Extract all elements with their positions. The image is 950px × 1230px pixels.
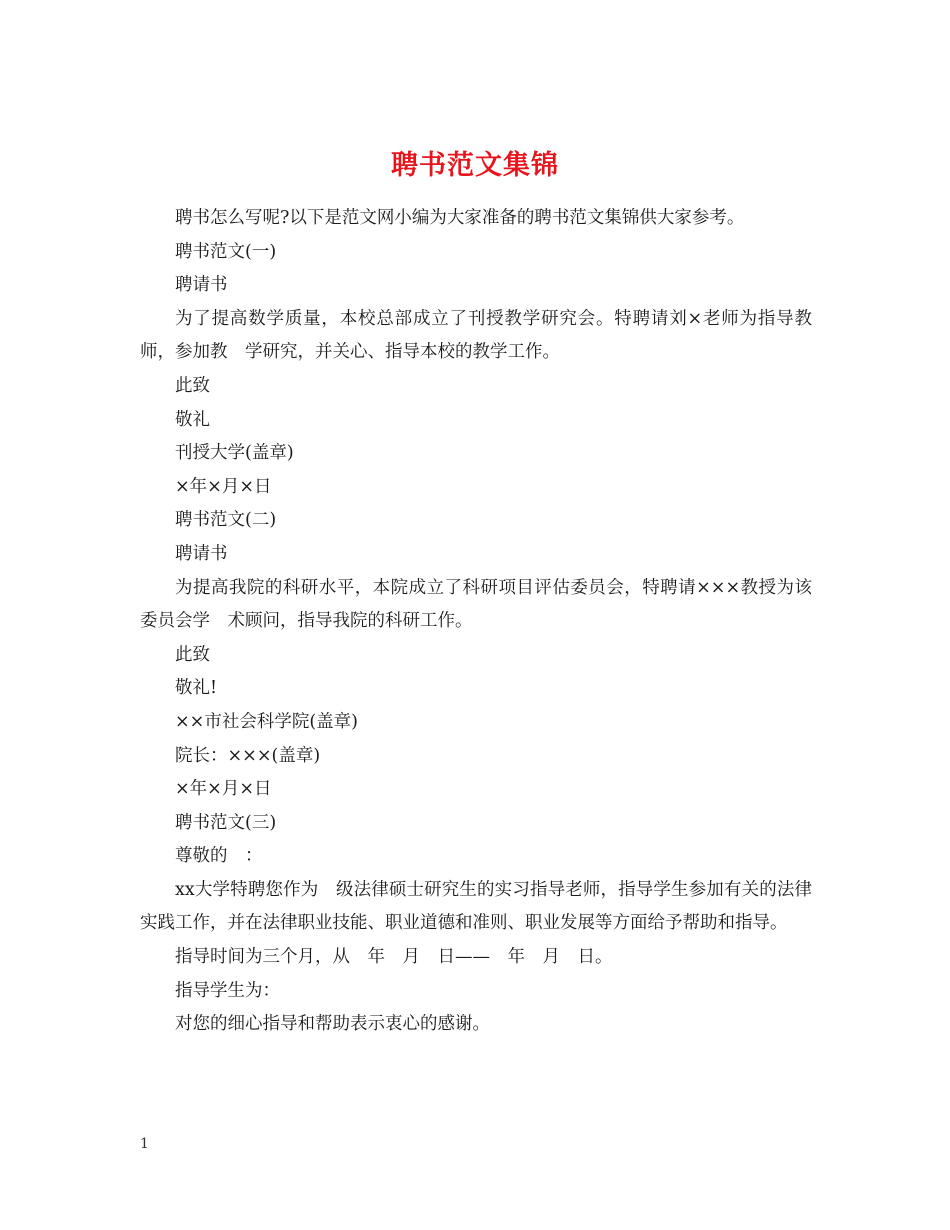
document-body bbox=[140, 202, 812, 1042]
date-1: ×年×月×日 bbox=[175, 476, 272, 497]
intro-paragraph: 聘书怎么写呢?以下是范文网小编为大家准备的聘书范文集锦供大家参考。 bbox=[175, 208, 745, 228]
salutation-2: 敬礼! bbox=[175, 678, 218, 699]
signature-1: 刊授大学(盖章) bbox=[175, 443, 294, 464]
date-2: ×年×月×日 bbox=[175, 779, 272, 800]
letter-body-1: 为了提高数学质量，本校总部成立了刊授教学研究会。特聘请刘×老师为指导教师，参加教 学研究，并关心、指导本校的教学工作。 bbox=[140, 308, 812, 363]
guidance-period: 指导时间为三个月，从 年 月 日—— 年 月 日。 bbox=[175, 947, 613, 968]
letter-title-1: 聘请书 bbox=[175, 275, 228, 296]
greeting-3: 尊敬的 ： bbox=[175, 846, 263, 867]
letter-body-2: 为提高我院的科研水平，本院成立了科研项目评估委员会，特聘请×××教授为该委员会学 术顾问，指导我院的科研工作。 bbox=[140, 577, 812, 632]
section-heading-3: 聘书范文(三) bbox=[175, 812, 277, 833]
guided-students: 指导学生为： bbox=[175, 980, 280, 1001]
section-heading-2: 聘书范文(二) bbox=[175, 510, 277, 531]
document-title: 聘书范文集锦 bbox=[391, 150, 559, 182]
thanks-line: 对您的细心指导和帮助表示衷心的感谢。 bbox=[175, 1014, 490, 1035]
closing-line-2: 此致 bbox=[175, 644, 210, 665]
section-heading-1: 聘书范文(一) bbox=[175, 241, 277, 262]
signature-title-2: 院长：×××(盖章) bbox=[175, 745, 321, 766]
letter-body-3: xx大学特聘您作为 级法律硕士研究生的实习指导老师，指导学生参加有关的法律实践工作，并在法律职业技能、职业道德和准则、职业发展等方面给予帮助和指导。 bbox=[140, 879, 812, 934]
letter-title-2: 聘请书 bbox=[175, 543, 228, 564]
closing-line-1: 此致 bbox=[175, 375, 210, 396]
signature-2: ××市社会科学院(盖章) bbox=[175, 711, 358, 732]
salutation-1: 敬礼 bbox=[175, 409, 210, 430]
page-number: 1 bbox=[140, 1136, 149, 1152]
